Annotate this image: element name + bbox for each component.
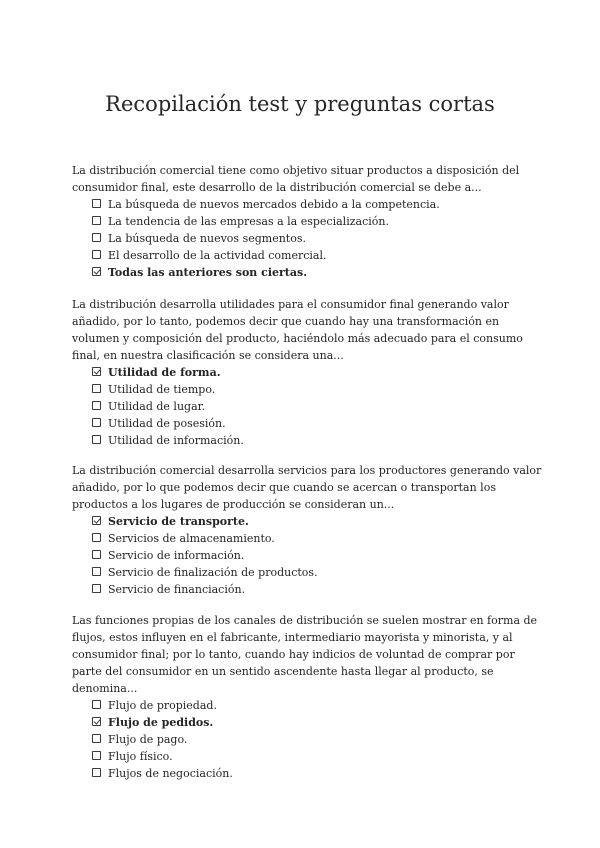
- checkbox-icon[interactable]: [92, 216, 101, 225]
- option-item[interactable]: [92, 731, 542, 748]
- checkbox-icon[interactable]: [92, 418, 101, 427]
- option-label: Flujos de negociación.: [108, 767, 233, 780]
- question-block: [72, 296, 542, 449]
- option-item[interactable]: [92, 530, 542, 547]
- option-item[interactable]: [92, 196, 542, 213]
- checkbox-icon[interactable]: [92, 384, 101, 393]
- option-label: Servicio de transporte.: [108, 515, 249, 528]
- checkbox-icon[interactable]: [92, 250, 101, 259]
- option-list: [72, 513, 542, 598]
- option-item[interactable]: [92, 765, 542, 782]
- option-label: La tendencia de las empresas a la especialización.: [108, 215, 389, 228]
- option-item[interactable]: [92, 230, 542, 247]
- option-item[interactable]: [92, 364, 542, 381]
- option-label: Utilidad de forma.: [108, 366, 221, 379]
- checkbox-icon[interactable]: [92, 584, 101, 593]
- option-item[interactable]: [92, 547, 542, 564]
- option-label: La búsqueda de nuevos segmentos.: [108, 232, 306, 245]
- option-item[interactable]: [92, 247, 542, 264]
- checked-checkbox-icon[interactable]: [92, 717, 101, 726]
- option-label: Flujo físico.: [108, 750, 173, 763]
- option-label: El desarrollo de la actividad comercial.: [108, 249, 327, 262]
- option-list: [72, 196, 542, 281]
- checkbox-icon[interactable]: [92, 567, 101, 576]
- question-block: [72, 162, 542, 281]
- option-label: Utilidad de información.: [108, 434, 244, 447]
- option-label: Servicios de almacenamiento.: [108, 532, 275, 545]
- checkbox-icon[interactable]: [92, 233, 101, 242]
- checkbox-icon[interactable]: [92, 435, 101, 444]
- option-item[interactable]: [92, 581, 542, 598]
- option-item[interactable]: [92, 513, 542, 530]
- question-stem: La distribución comercial desarrolla servicios para los productores generando valor añadido, por lo que podemos decir que cuando se acercan o transportan los productos a los lugares de producción se consideran un...: [72, 464, 542, 511]
- checkbox-icon[interactable]: [92, 550, 101, 559]
- document-title: Recopilación test y preguntas cortas: [105, 92, 495, 116]
- option-label: Todas las anteriores son ciertas.: [108, 266, 308, 279]
- option-item[interactable]: [92, 564, 542, 581]
- checkbox-icon[interactable]: [92, 401, 101, 410]
- option-list: [72, 364, 542, 449]
- checked-checkbox-icon[interactable]: [92, 516, 101, 525]
- checked-checkbox-icon[interactable]: [92, 367, 101, 376]
- question-block: [72, 612, 542, 782]
- option-item[interactable]: [92, 213, 542, 230]
- question-block: [72, 462, 542, 598]
- checkbox-icon[interactable]: [92, 700, 101, 709]
- option-label: La búsqueda de nuevos mercados debido a la competencia.: [108, 198, 440, 211]
- checkbox-icon[interactable]: [92, 533, 101, 542]
- option-label: Utilidad de tiempo.: [108, 383, 216, 396]
- question-stem: La distribución desarrolla utilidades para el consumidor final generando valor añadido, por lo tanto, podemos decir que cuando hay una transformación en volumen y composición del producto, haciéndolo más adecuado para el consumo final, en nuestra clasificación se considera una...: [72, 298, 523, 362]
- checkbox-icon[interactable]: [92, 734, 101, 743]
- option-item[interactable]: [92, 432, 542, 449]
- option-item[interactable]: [92, 748, 542, 765]
- question-stem: Las funciones propias de los canales de distribución se suelen mostrar en forma de flujos, estos influyen en el fabricante, intermediario mayorista y minorista, y al consumidor final; por lo tanto, cuando hay indicios de voluntad de comprar por parte del consumidor en un sentido ascendente hasta llegar al producto, se denomina...: [72, 614, 538, 695]
- checkbox-icon[interactable]: [92, 199, 101, 208]
- option-label: Servicio de financiación.: [108, 583, 246, 596]
- option-list: [72, 697, 542, 782]
- option-item[interactable]: [92, 398, 542, 415]
- option-label: Flujo de propiedad.: [108, 699, 217, 712]
- option-label: Utilidad de lugar.: [108, 400, 206, 413]
- option-label: Flujo de pago.: [108, 733, 188, 746]
- question-stem: La distribución comercial tiene como objetivo situar productos a disposición del consumidor final, este desarrollo de la distribución comercial se debe a...: [72, 164, 520, 194]
- option-label: Utilidad de posesión.: [108, 417, 226, 430]
- checkbox-icon[interactable]: [92, 751, 101, 760]
- option-label: Servicio de información.: [108, 549, 245, 562]
- checkbox-icon[interactable]: [92, 768, 101, 777]
- option-label: Flujo de pedidos.: [108, 716, 214, 729]
- checked-checkbox-icon[interactable]: [92, 267, 101, 276]
- option-item[interactable]: [92, 697, 542, 714]
- option-item[interactable]: [92, 415, 542, 432]
- option-label: Servicio de finalización de productos.: [108, 566, 318, 579]
- option-item[interactable]: [92, 381, 542, 398]
- option-item[interactable]: [92, 714, 542, 731]
- option-item[interactable]: [92, 264, 542, 281]
